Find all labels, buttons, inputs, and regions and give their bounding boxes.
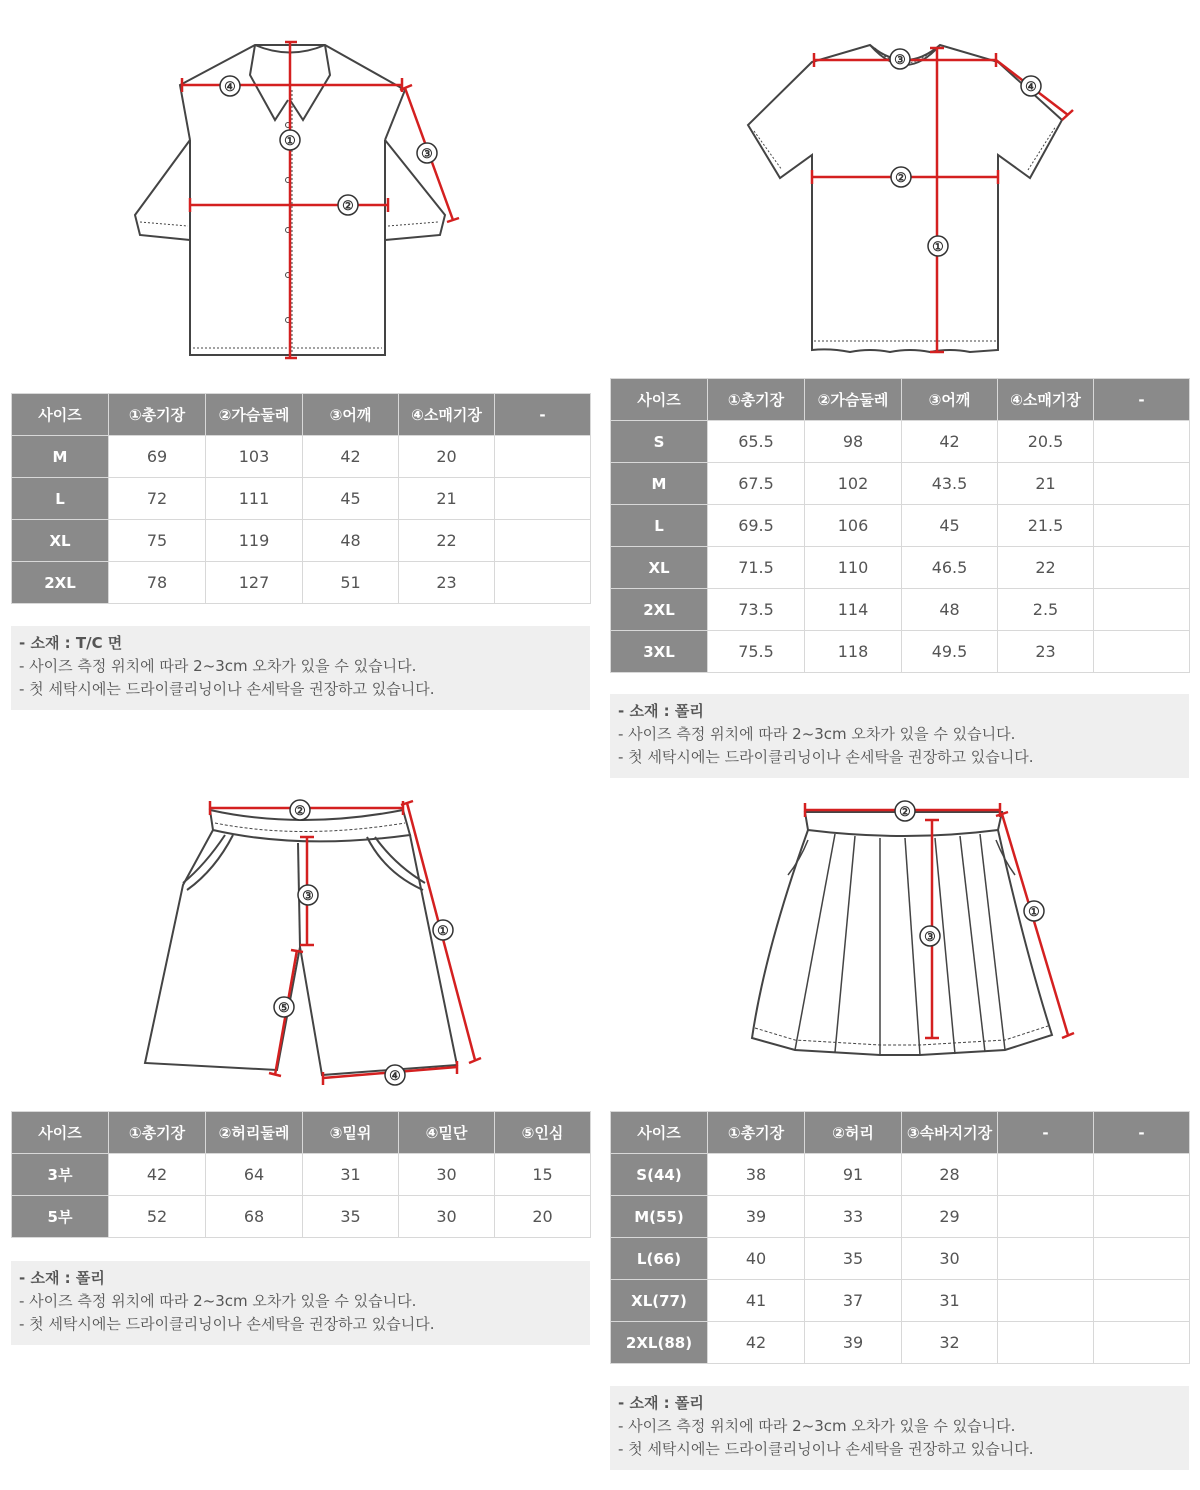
table-header-row — [12, 394, 591, 436]
table-cell: 30 — [399, 1154, 495, 1196]
note-line: - 첫 세탁시에는 드라이클리닝이나 손세탁을 권장하고 있습니다. — [618, 1440, 1034, 1458]
table-cell: 64 — [206, 1154, 303, 1196]
table-cell: 42 — [708, 1322, 805, 1364]
notes-shirt — [11, 626, 590, 710]
column-header: ①총기장 — [109, 1112, 206, 1154]
marker-3-icon — [888, 47, 912, 71]
column-header: ⑤인심 — [495, 1112, 591, 1154]
column-header: 사이즈 — [12, 394, 109, 436]
pleated-skirt-diagram — [740, 800, 1080, 1060]
note-line: - 사이즈 측정 위치에 따라 2~3cm 오차가 있을 수 있습니다. — [19, 1292, 417, 1310]
table-cell: 48 — [303, 520, 399, 562]
size-label: L — [12, 478, 109, 520]
size-label: L(66) — [611, 1238, 708, 1280]
marker-label: ② — [342, 198, 354, 213]
size-label: XL — [611, 547, 708, 589]
table-cell: 23 — [399, 562, 495, 604]
marker-3-icon — [415, 141, 439, 165]
column-header: 사이즈 — [12, 1112, 109, 1154]
marker-label: ③ — [894, 52, 906, 67]
table-cell: 20 — [495, 1196, 591, 1238]
table-cell — [1094, 1280, 1190, 1322]
notes-skirt — [610, 1386, 1189, 1470]
table-cell: 45 — [303, 478, 399, 520]
marker-label: ④ — [389, 1068, 401, 1083]
marker-label: ⑤ — [278, 1000, 290, 1015]
table-row — [611, 1154, 1190, 1196]
table-cell: 71.5 — [708, 547, 805, 589]
table-cell: 42 — [109, 1154, 206, 1196]
table-cell: 69 — [109, 436, 206, 478]
column-header: 사이즈 — [611, 1112, 708, 1154]
table-cell: 35 — [805, 1238, 902, 1280]
table-row — [12, 1154, 591, 1196]
note-line: - 사이즈 측정 위치에 따라 2~3cm 오차가 있을 수 있습니다. — [19, 657, 417, 675]
table-cell: 51 — [303, 562, 399, 604]
table-cell — [1094, 631, 1190, 673]
table-row — [611, 1322, 1190, 1364]
collared-shirt-diagram — [120, 30, 460, 370]
table-cell: 127 — [206, 562, 303, 604]
marker-3-icon — [296, 883, 320, 907]
table-cell — [998, 1238, 1094, 1280]
table-cell: 31 — [902, 1280, 998, 1322]
notes-tshirt — [610, 694, 1189, 778]
size-label: 2XL — [611, 589, 708, 631]
size-label: XL — [12, 520, 109, 562]
size-table-tshirt — [610, 378, 1190, 673]
size-label: XL(77) — [611, 1280, 708, 1322]
column-header: ④소매기장 — [998, 379, 1094, 421]
table-cell: 40 — [708, 1238, 805, 1280]
marker-label: ④ — [224, 79, 236, 94]
table-header-row — [611, 379, 1190, 421]
column-header: - — [998, 1112, 1094, 1154]
table-cell: 30 — [399, 1196, 495, 1238]
table-cell: 49.5 — [902, 631, 998, 673]
column-header: - — [495, 394, 591, 436]
column-header: ②가슴둘레 — [805, 379, 902, 421]
table-cell — [1094, 1238, 1190, 1280]
table-cell: 39 — [708, 1196, 805, 1238]
column-header: ③어깨 — [303, 394, 399, 436]
marker-3-icon — [918, 924, 942, 948]
size-label: S(44) — [611, 1154, 708, 1196]
size-label: 2XL(88) — [611, 1322, 708, 1364]
table-cell: 39 — [805, 1322, 902, 1364]
table-cell — [495, 436, 591, 478]
table-cell — [998, 1322, 1094, 1364]
size-table-shorts — [11, 1111, 591, 1238]
size-table-skirt — [610, 1111, 1190, 1364]
table-cell — [1094, 421, 1190, 463]
marker-label: ③ — [924, 929, 936, 944]
shorts-diagram — [135, 795, 495, 1095]
table-row — [12, 436, 591, 478]
table-cell — [1094, 547, 1190, 589]
table-cell: 45 — [902, 505, 998, 547]
table-cell: 72 — [109, 478, 206, 520]
table-row — [611, 1238, 1190, 1280]
column-header: ①총기장 — [109, 394, 206, 436]
table-row — [611, 1280, 1190, 1322]
table-cell — [998, 1154, 1094, 1196]
size-label: 3XL — [611, 631, 708, 673]
table-cell: 110 — [805, 547, 902, 589]
table-row — [611, 1196, 1190, 1238]
column-header: ③밑위 — [303, 1112, 399, 1154]
size-label: S — [611, 421, 708, 463]
marker-2-icon — [893, 799, 917, 823]
marker-2-icon — [288, 798, 312, 822]
table-cell: 52 — [109, 1196, 206, 1238]
table-cell: 22 — [998, 547, 1094, 589]
table-header-row — [12, 1112, 591, 1154]
table-header-row — [611, 1112, 1190, 1154]
table-cell — [495, 520, 591, 562]
table-row — [611, 547, 1190, 589]
table-cell: 21 — [399, 478, 495, 520]
table-row — [12, 478, 591, 520]
marker-1-icon — [278, 128, 302, 152]
marker-4-icon — [218, 74, 242, 98]
marker-2-icon — [336, 193, 360, 217]
size-label: L — [611, 505, 708, 547]
table-row — [611, 631, 1190, 673]
column-header: ②허리둘레 — [206, 1112, 303, 1154]
marker-label: ① — [1028, 904, 1040, 919]
column-header: 사이즈 — [611, 379, 708, 421]
column-header: ④소매기장 — [399, 394, 495, 436]
marker-4-icon — [1019, 74, 1043, 98]
table-cell — [998, 1280, 1094, 1322]
column-header: ③어깨 — [902, 379, 998, 421]
table-cell: 28 — [902, 1154, 998, 1196]
marker-2-icon — [889, 165, 913, 189]
table-cell — [1094, 1196, 1190, 1238]
column-header: ②허리 — [805, 1112, 902, 1154]
table-cell: 69.5 — [708, 505, 805, 547]
size-label: 3부 — [12, 1154, 109, 1196]
table-cell: 46.5 — [902, 547, 998, 589]
table-cell: 67.5 — [708, 463, 805, 505]
table-cell — [998, 1196, 1094, 1238]
table-cell: 32 — [902, 1322, 998, 1364]
table-cell: 111 — [206, 478, 303, 520]
table-cell: 33 — [805, 1196, 902, 1238]
table-row — [12, 562, 591, 604]
column-header: ④밑단 — [399, 1112, 495, 1154]
material-note: - 소재 : T/C 면 — [19, 634, 123, 652]
table-cell: 91 — [805, 1154, 902, 1196]
table-cell: 103 — [206, 436, 303, 478]
table-cell — [495, 478, 591, 520]
size-label: M — [611, 463, 708, 505]
table-cell: 38 — [708, 1154, 805, 1196]
size-table-shirt — [11, 393, 591, 604]
table-cell: 75 — [109, 520, 206, 562]
marker-label: ③ — [421, 146, 433, 161]
marker-label: ① — [932, 239, 944, 254]
table-cell: 78 — [109, 562, 206, 604]
column-header: ①총기장 — [708, 1112, 805, 1154]
marker-4-icon — [383, 1063, 407, 1087]
table-cell: 106 — [805, 505, 902, 547]
note-line: - 사이즈 측정 위치에 따라 2~3cm 오차가 있을 수 있습니다. — [618, 1417, 1016, 1435]
marker-label: ② — [294, 803, 306, 818]
size-label: 5부 — [12, 1196, 109, 1238]
table-cell — [1094, 1154, 1190, 1196]
table-row — [611, 421, 1190, 463]
column-header: - — [1094, 379, 1190, 421]
marker-1-icon — [1022, 899, 1046, 923]
marker-label: ② — [899, 804, 911, 819]
material-note: - 소재 : 폴리 — [618, 702, 704, 720]
column-header: ③속바지기장 — [902, 1112, 998, 1154]
notes-shorts — [11, 1261, 590, 1345]
table-cell: 2.5 — [998, 589, 1094, 631]
material-note: - 소재 : 폴리 — [19, 1269, 105, 1287]
table-cell: 41 — [708, 1280, 805, 1322]
table-cell: 119 — [206, 520, 303, 562]
table-cell: 98 — [805, 421, 902, 463]
table-cell — [1094, 1322, 1190, 1364]
marker-1-icon — [431, 918, 455, 942]
note-line: - 첫 세탁시에는 드라이클리닝이나 손세탁을 권장하고 있습니다. — [19, 1315, 435, 1333]
table-cell — [1094, 505, 1190, 547]
marker-label: ④ — [1025, 79, 1037, 94]
marker-label: ③ — [302, 888, 314, 903]
table-cell: 118 — [805, 631, 902, 673]
table-cell: 102 — [805, 463, 902, 505]
size-label: 2XL — [12, 562, 109, 604]
column-header: - — [1094, 1112, 1190, 1154]
table-cell: 20 — [399, 436, 495, 478]
marker-label: ② — [895, 170, 907, 185]
table-cell: 68 — [206, 1196, 303, 1238]
note-line: - 첫 세탁시에는 드라이클리닝이나 손세탁을 권장하고 있습니다. — [618, 748, 1034, 766]
table-cell — [1094, 463, 1190, 505]
table-cell: 48 — [902, 589, 998, 631]
table-cell: 114 — [805, 589, 902, 631]
table-cell: 65.5 — [708, 421, 805, 463]
size-label: M(55) — [611, 1196, 708, 1238]
table-cell: 42 — [303, 436, 399, 478]
table-row — [12, 1196, 591, 1238]
table-cell: 37 — [805, 1280, 902, 1322]
table-cell: 29 — [902, 1196, 998, 1238]
table-cell: 30 — [902, 1238, 998, 1280]
marker-5-icon — [272, 995, 296, 1019]
marker-label: ① — [437, 923, 449, 938]
marker-label: ① — [284, 133, 296, 148]
table-cell: 20.5 — [998, 421, 1094, 463]
table-cell — [495, 562, 591, 604]
table-row — [611, 463, 1190, 505]
table-cell: 15 — [495, 1154, 591, 1196]
table-row — [611, 589, 1190, 631]
table-cell: 23 — [998, 631, 1094, 673]
size-label: M — [12, 436, 109, 478]
table-cell: 35 — [303, 1196, 399, 1238]
column-header: ②가슴둘레 — [206, 394, 303, 436]
table-cell: 43.5 — [902, 463, 998, 505]
table-cell: 73.5 — [708, 589, 805, 631]
table-cell: 21 — [998, 463, 1094, 505]
table-cell: 21.5 — [998, 505, 1094, 547]
note-line: - 사이즈 측정 위치에 따라 2~3cm 오차가 있을 수 있습니다. — [618, 725, 1016, 743]
table-cell: 42 — [902, 421, 998, 463]
table-row — [611, 505, 1190, 547]
note-line: - 첫 세탁시에는 드라이클리닝이나 손세탁을 권장하고 있습니다. — [19, 680, 435, 698]
marker-1-icon — [926, 234, 950, 258]
material-note: - 소재 : 폴리 — [618, 1394, 704, 1412]
table-cell: 31 — [303, 1154, 399, 1196]
table-cell: 75.5 — [708, 631, 805, 673]
column-header: ①총기장 — [708, 379, 805, 421]
table-cell: 22 — [399, 520, 495, 562]
table-row — [12, 520, 591, 562]
table-cell — [1094, 589, 1190, 631]
